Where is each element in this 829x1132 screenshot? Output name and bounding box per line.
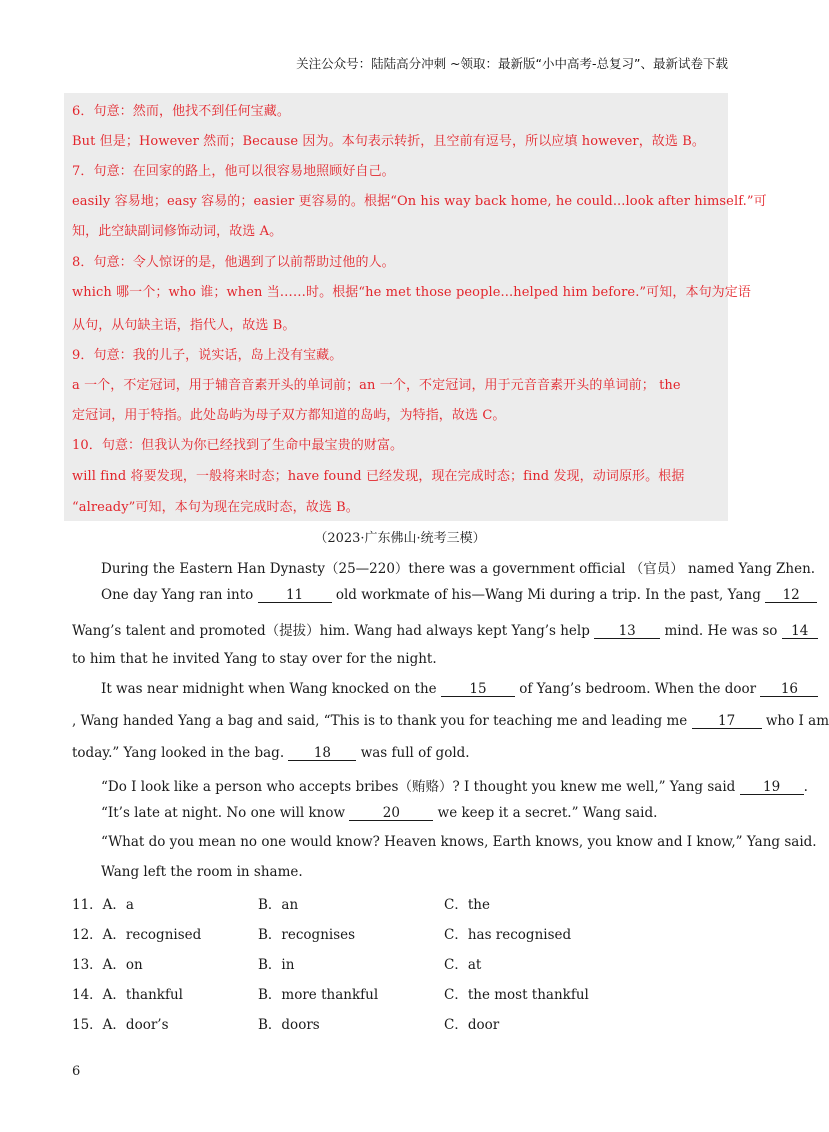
passage-line: Wang’s talent and promoted（提拔）him. Wang had always kept Yang’s help 13 mind. He was so 14: [72, 619, 818, 639]
option-row: [72, 893, 722, 911]
answer-line: “already”可知，本句为现在完成时态，故选 B。: [72, 500, 359, 515]
passage-line: to him that he invited Yang to stay over for the night.: [72, 651, 437, 667]
blank-13[interactable]: 13: [594, 624, 660, 639]
passage-line: Wang left the room in shame.: [101, 864, 303, 880]
option-a[interactable]: 12．A．recognised: [72, 927, 202, 943]
answer-line: will find 将要发现，一般将来时态；have found 已经发现，现在完成时态；find 发现，动词原形。根据: [72, 469, 685, 484]
option-row: [72, 1013, 722, 1031]
passage-line: today.” Yang looked in the bag. 18 was full of gold.: [72, 745, 470, 761]
passage-line: It was near midnight when Wang knocked on the 15 of Yang’s bedroom. When the door 16: [101, 681, 818, 697]
question-source: （2023·广东佛山·统考三模）: [314, 531, 486, 546]
blank-15[interactable]: 15: [441, 682, 515, 697]
answer-line: 9．句意：我的儿子，说实话，岛上没有宝藏。: [72, 348, 343, 363]
blank-19[interactable]: 19: [740, 780, 804, 795]
option-b[interactable]: B．doors: [258, 1017, 320, 1033]
page-header: 关注公众号：陆陆高分冲刺 ~领取：最新版“小中高考-总复习”、最新试卷下载: [296, 56, 728, 71]
answer-line: 7．句意：在回家的路上，他可以很容易地照顾好自己。: [72, 164, 395, 179]
blank-20[interactable]: 20: [349, 806, 433, 821]
passage-line: “Do I look like a person who accepts bribes（贿赂）? I thought you knew me well,” Yang said 19 .: [101, 779, 808, 795]
answer-line: 10．句意：但我认为你已经找到了生命中最宝贵的财富。: [72, 438, 404, 453]
passage-line: “What do you mean no one would know? Heaven knows, Earth knows, you know and I know,” Yang said.: [101, 834, 817, 850]
option-a[interactable]: 15．A．door’s: [72, 1017, 169, 1033]
answer-explanation-box: [64, 93, 728, 521]
passage-line: One day Yang ran into 11 old workmate of his—Wang Mi during a trip. In the past, Yang 12: [101, 587, 817, 603]
option-c[interactable]: C．the: [444, 897, 490, 913]
answer-line: 知，此空缺副词修饰动词，故选 A。: [72, 224, 283, 239]
blank-17[interactable]: 17: [692, 714, 762, 729]
blank-12[interactable]: 12: [765, 588, 817, 603]
option-c[interactable]: C．at: [444, 957, 482, 973]
option-c[interactable]: C．the most thankful: [444, 987, 589, 1003]
option-c[interactable]: C．door: [444, 1017, 500, 1033]
option-a[interactable]: 13．A．on: [72, 957, 143, 973]
option-b[interactable]: B．more thankful: [258, 987, 379, 1003]
blank-14[interactable]: 14: [782, 624, 818, 639]
option-row: [72, 953, 722, 971]
option-row: [72, 983, 722, 1001]
option-a[interactable]: 11．A．a: [72, 897, 134, 913]
answer-line: 6．句意：然而，他找不到任何宝藏。: [72, 104, 290, 119]
answer-line: 8．句意：令人惊讶的是，他遇到了以前帮助过他的人。: [72, 255, 395, 270]
passage-line: , Wang handed Yang a bag and said, “This is to thank you for teaching me and leading me 17 who I am: [72, 713, 829, 729]
blank-16[interactable]: 16: [760, 682, 818, 697]
answer-line: 定冠词，用于特指。此处岛屿为母子双方都知道的岛屿，为特指，故选 C。: [72, 408, 506, 423]
option-b[interactable]: B．in: [258, 957, 295, 973]
answer-line: But 但是；However 然而；Because 因为。本句表示转折，且空前有逗号，所以应填 however，故选 B。: [72, 134, 705, 149]
answer-line: easily 容易地；easy 容易的；easier 更容易的。根据“On his way back home, he could...look after himself.”可: [72, 194, 767, 209]
blank-11[interactable]: 11: [258, 588, 332, 603]
option-a[interactable]: 14．A．thankful: [72, 987, 183, 1003]
passage-line: During the Eastern Han Dynasty（25—220）there was a government official （官员） named Yang Zhen.: [101, 561, 816, 577]
page-number: 6: [72, 1064, 81, 1079]
answer-line: which 哪一个；who 谁；when 当……时。根据“he met those people...helped him before.”可知，本句为定语: [72, 285, 751, 300]
option-b[interactable]: B．recognises: [258, 927, 356, 943]
answer-line: a 一个，不定冠词，用于辅音音素开头的单词前；an 一个，不定冠词，用于元音音素开头的单词前； the: [72, 378, 681, 393]
blank-18[interactable]: 18: [288, 746, 356, 761]
option-row: [72, 923, 722, 941]
option-b[interactable]: B．an: [258, 897, 299, 913]
answer-line: 从句，从句缺主语，指代人，故选 B。: [72, 318, 296, 333]
passage-line: “It’s late at night. No one will know 20 we keep it a secret.” Wang said.: [101, 805, 658, 821]
option-c[interactable]: C．has recognised: [444, 927, 572, 943]
